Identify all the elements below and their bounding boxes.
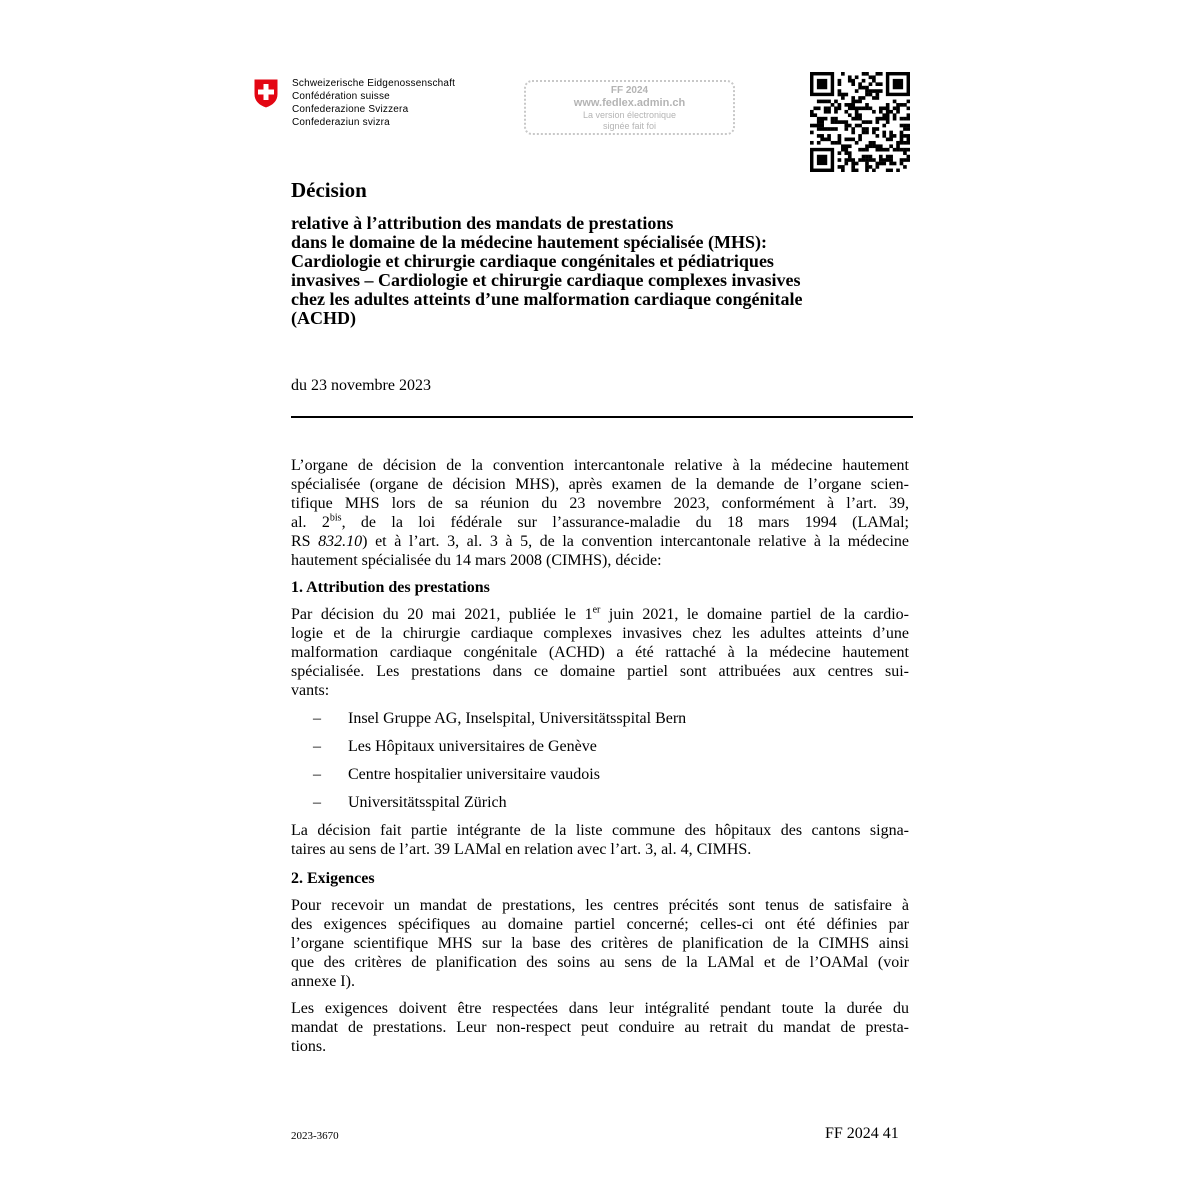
text-line: Pour recevoir un mandat de prestations, les centres précités sont tenus de satisfaire à: [291, 897, 909, 914]
text-line: Les exigences doivent être respectées dans leur intégralité pendant toute la durée du: [291, 1000, 909, 1017]
section1-paragraph-2: [291, 821, 909, 859]
text-line: tions.: [291, 1038, 327, 1055]
stamp-url: www.fedlex.admin.ch: [573, 97, 686, 109]
list-item: – Universitätsspital Zürich: [313, 794, 507, 811]
list-item: – Les Hôpitaux universitaires de Genève: [313, 738, 597, 755]
text-line: spécialisée. Les prestations dans ce domaine partiel sont attribuées aux centres sui-: [291, 663, 909, 680]
subtitle-line: chez les adultes atteints d’une malformation cardiaque congénitale: [291, 289, 803, 309]
swiss-cross-shield-icon: [253, 78, 279, 109]
section2-paragraph-2: [291, 999, 909, 1056]
text-line: tifique MHS lors de sa réunion du 23 novembre 2023, conformément à l’art. 39,: [291, 495, 909, 512]
qr-code-icon: [810, 72, 910, 172]
text-line: malformation cardiaque congénitale (ACHD) a été rattaché à la médecine hautement: [291, 644, 909, 661]
document-title: Décision: [291, 178, 367, 202]
text-line: annexe I).: [291, 973, 355, 990]
text-line: La décision fait partie intégrante de la liste commune des hôpitaux des cantons signa-: [291, 822, 909, 839]
signature-stamp: [524, 80, 735, 135]
authority-name-rm: Confederaziun svizra: [292, 117, 390, 128]
authority-name-it: Confederazione Svizzera: [292, 104, 409, 115]
authority-name-de: Schweizerische Eidgenossenschaft: [292, 78, 456, 89]
text-line: taires au sens de l’art. 39 LAMal en relation avec l’art. 3, al. 4, CIMHS.: [291, 841, 752, 858]
subtitle-line: invasives – Cardiologie et chirurgie cardiaque complexes invasives: [291, 270, 801, 290]
stamp-note-2: signée fait foi: [602, 121, 657, 131]
centres-list: [291, 709, 909, 812]
text-line: vants:: [291, 682, 330, 699]
text-line: que des critères de planification des soins au sens de la LAMal et de l’OAMal (voir: [291, 954, 909, 971]
text-line: Par décision du 20 mai 2021, publiée le 1er juin 2021, le domaine partiel de la cardio-: [291, 604, 909, 623]
section2-paragraph-1: [291, 896, 909, 991]
divider: [291, 416, 913, 418]
text-line: hautement spécialisée du 14 mars 2008 (CIMHS), décide:: [291, 552, 662, 569]
subtitle-line: Cardiologie et chirurgie cardiaque congénitales et pédiatriques: [291, 251, 774, 271]
document-date: du 23 novembre 2023: [291, 377, 431, 394]
authority-name-fr: Confédération suisse: [292, 91, 390, 102]
text-line: RS 832.10) et à l’art. 3, al. 3 à 5, de la convention intercantonale relative à la médecine: [291, 533, 909, 550]
section-heading: 1. Attribution des prestations: [291, 579, 490, 596]
subtitle-line: relative à l’attribution des mandats de prestations: [291, 213, 674, 233]
list-item: – Centre hospitalier universitaire vaudois: [313, 766, 600, 783]
text-line: al. $2^{bis}$, de la loi fédérale sur l’assurance-maladie du 18 mars 1994 (LAMal;: [291, 512, 909, 531]
stamp-note-1: La version électronique: [582, 110, 677, 120]
document-body: [291, 456, 909, 1056]
text-line: logie et de la chirurgie cardiaque complexes invasives chez les adultes atteints d’une: [291, 625, 909, 642]
page-reference: FF 2024 41: [825, 1125, 899, 1142]
text-line: L’organe de décision de la convention intercantonale relative à la médecine hautement: [291, 457, 909, 474]
subtitle-line: dans le domaine de la médecine hautement spécialisée (MHS):: [291, 232, 767, 252]
text-line: spécialisée (organe de décision MHS), après examen de la demande de l’organe scien-: [291, 476, 909, 493]
text-line: l’organe scientifique MHS sur la base des critères de planification de la CIMHS ainsi: [291, 935, 909, 952]
section1-paragraph: [291, 605, 909, 700]
text-line: des exigences spécifiques au domaine partiel concerné; celles-ci ont été définies par: [291, 916, 909, 933]
authority-names: [292, 77, 455, 129]
section-heading: 2. Exigences: [291, 870, 375, 887]
stamp-ff: FF 2024: [610, 85, 649, 96]
document-number: 2023-3670: [291, 1130, 339, 1142]
list-item: – Insel Gruppe AG, Inselspital, Universitätsspital Bern: [313, 710, 687, 727]
text-line: mandat de prestations. Leur non-respect peut conduire au retrait du mandat de presta-: [291, 1019, 909, 1036]
document-subtitle: [291, 214, 911, 328]
intro-paragraph: [291, 456, 909, 570]
subtitle-line: (ACHD): [291, 308, 356, 328]
